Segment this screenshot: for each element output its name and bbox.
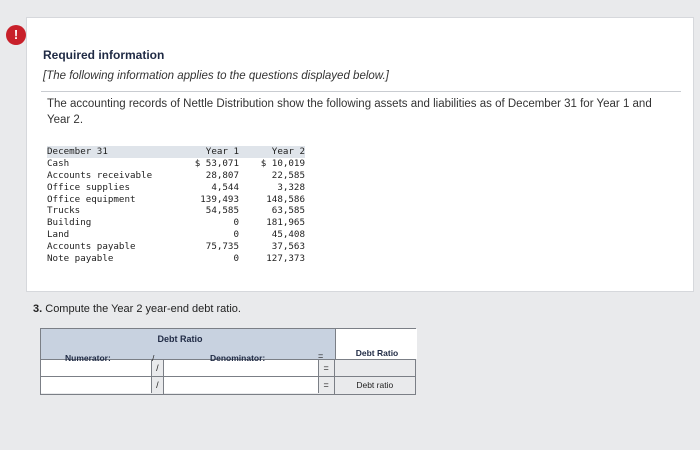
financials-header-row — [47, 146, 305, 158]
year1-value: 28,807 — [205, 169, 239, 181]
year2-value: 37,563 — [271, 241, 305, 253]
account-name: Cash — [47, 157, 70, 169]
financials-row — [47, 205, 305, 217]
year1-value: 139,493 — [200, 193, 239, 205]
account-name: Note payable — [47, 253, 114, 265]
year2-value: $ 10,019 — [260, 157, 305, 169]
alert-exclamation-icon: ! — [6, 25, 26, 45]
year2-value: 22,585 — [271, 169, 305, 181]
financials-row — [47, 217, 305, 229]
account-name: Accounts receivable — [47, 169, 153, 181]
question-text: Compute the Year 2 year-end debt ratio. — [45, 303, 241, 315]
financials-row — [47, 241, 305, 253]
denominator-label: Denominator: — [210, 353, 266, 363]
result-header-cell — [335, 329, 417, 359]
ratio-table-title: Debt Ratio — [157, 334, 203, 344]
col-header-year1: Year 1 — [205, 146, 239, 157]
numerator-input-2[interactable] — [41, 377, 152, 393]
denominator-input-2[interactable] — [164, 377, 319, 393]
numerator-label: Numerator: — [65, 353, 111, 363]
divider — [41, 91, 681, 92]
year2-value: 63,585 — [271, 205, 305, 217]
financials-row — [47, 229, 305, 241]
year1-value: 75,735 — [205, 241, 239, 253]
divide-symbol: / — [152, 377, 164, 394]
financials-row — [47, 253, 305, 265]
year1-value: 0 — [233, 217, 239, 229]
description-text: The accounting records of Nettle Distribution show the following assets and liabilities as of December 31 for Year 1 and Year 2. — [47, 98, 652, 126]
equals-symbol: = — [319, 360, 335, 376]
result-cell-1 — [335, 360, 415, 376]
equals-symbol: = — [319, 377, 335, 394]
account-name: Land — [47, 229, 70, 241]
ratio-table-header — [41, 329, 415, 363]
year2-value: 45,408 — [271, 229, 305, 241]
year2-value: 127,373 — [266, 253, 305, 265]
result-header-label: Debt Ratio — [355, 348, 399, 358]
account-name: Office equipment — [47, 193, 136, 205]
divide-symbol: / — [152, 353, 155, 363]
debt-ratio-table — [40, 328, 416, 395]
financials-table — [47, 146, 305, 265]
year1-value: 0 — [233, 253, 239, 265]
divide-symbol: / — [152, 360, 164, 376]
year2-value: 181,965 — [266, 217, 305, 229]
financials-row — [47, 194, 305, 206]
financials-row — [47, 158, 305, 170]
question-number: 3. — [33, 303, 43, 315]
required-info-note: [The following information applies to the questions displayed below.] — [43, 70, 389, 82]
year1-value: $ 53,071 — [194, 157, 239, 169]
col-header-date: December 31 — [47, 146, 108, 157]
question-3 — [33, 303, 241, 315]
year1-value: 54,585 — [205, 205, 239, 217]
ratio-row-2 — [41, 377, 415, 394]
year2-value: 148,586 — [266, 193, 305, 205]
year1-value: 0 — [233, 229, 239, 241]
required-info-panel — [26, 17, 694, 292]
result-cell-2: Debt ratio — [356, 380, 394, 390]
year2-value: 3,328 — [277, 181, 305, 193]
account-name: Accounts payable — [47, 241, 136, 253]
account-name: Trucks — [47, 205, 81, 217]
financials-row — [47, 170, 305, 182]
financials-row — [47, 182, 305, 194]
account-name: Building — [47, 217, 92, 229]
required-info-title: Required information — [43, 48, 165, 62]
account-name: Office supplies — [47, 181, 130, 193]
col-header-year2: Year 2 — [271, 146, 305, 157]
year1-value: 4,544 — [211, 181, 239, 193]
equals-symbol: = — [318, 351, 324, 361]
